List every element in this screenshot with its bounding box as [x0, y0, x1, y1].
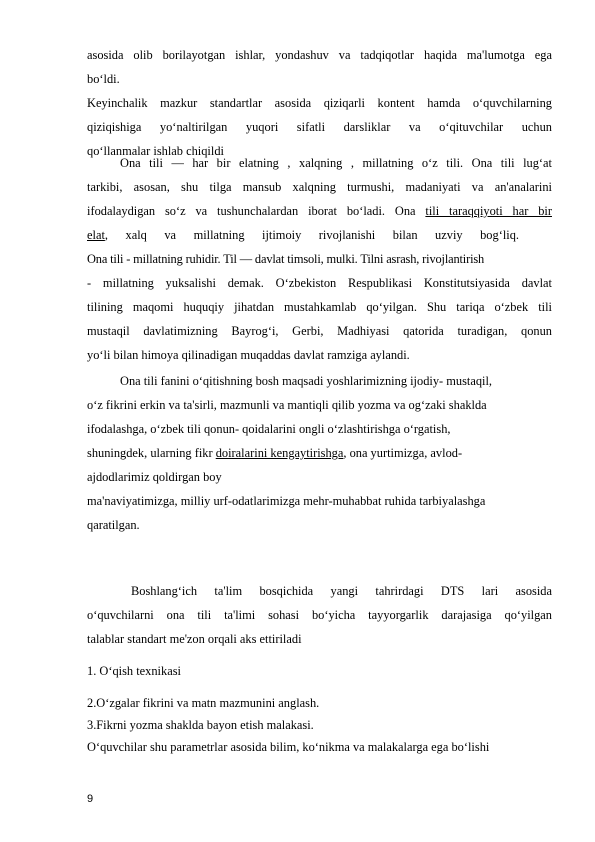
text-line [87, 228, 519, 252]
link-elat[interactable]: elat [87, 228, 105, 242]
text-line [87, 446, 552, 470]
text-line: qiziqishiga yo‘naltirilgan yuqori sifatli darsliklar va o‘qituvchilar uchun [87, 120, 552, 134]
text-span: shuningdek, ularning fikr [87, 446, 216, 460]
paragraph-primary-education [87, 584, 552, 656]
text-line: tarkibi, asosan, shu tilga mansub xalqning turmushi, madaniyati va an'analarini [87, 180, 552, 194]
paragraph-intro-continuation [87, 48, 552, 96]
text-line [87, 204, 552, 228]
page-number: 9 [87, 793, 94, 805]
list-item: 3.Fikrni yozma shaklda bayon etish malakasi. [87, 718, 314, 732]
paragraph-mother-tongue [87, 156, 552, 252]
paragraph-language-soul [87, 252, 552, 372]
text-line: talablar standart me'zon orqali aks ettiriladi [87, 632, 302, 646]
text-span: , ona yurtimizga, avlod- [343, 446, 463, 460]
text-line: asosida olib borilayotgan ishlar, yondashuv va tadqiqotlar haqida ma'lumotga ega [87, 48, 552, 62]
text-line: tilining maqomi huquqiy jihatdan mustahkamlab qo‘yilgan. Shu tariqa o‘zbek tili [87, 300, 552, 314]
text-line: Keyinchalik mazkur standartlar asosida qiziqarli kontent hamda o‘quvchilarning [87, 96, 552, 110]
text-line: o‘quvchilarni ona tili ta'limi sohasi bo‘yicha tayyorgarlik darajasiga qo‘yilgan [87, 608, 552, 622]
text-line: mustaqil davlatimizning Bayrog‘i, Gerbi, Madhiyasi qatorida turadigan, qonun [87, 324, 552, 338]
text-line: yo‘li bilan himoya qilinadigan muqaddas davlat ramziga aylandi. [87, 348, 410, 362]
text-line: ifodalashga, o‘zbek tili qonun- qoidalarini ongli o‘zlashtirishga o‘rgatish, [87, 422, 451, 436]
link-language-development[interactable]: tili taraqqiyoti har bir [425, 204, 552, 218]
requirements-list-continued [87, 696, 552, 762]
text-line: qaratilgan. [87, 518, 140, 532]
text-line: O‘quvchilar shu parametrlar asosida bilim, ko‘nikma va malakalarga ega bo‘lishi [87, 740, 490, 754]
text-line: Ona tili — har bir elatning , xalqning , millatning o‘z tili. Ona tili lug‘at [120, 156, 552, 170]
text-line: Boshlang‘ich ta'lim bosqichida yangi tahrirdagi DTS lari asosida [131, 584, 552, 598]
text-line: o‘z fikrini erkin va ta'sirli, mazmunli va mantiqli qilib yozma va og‘zaki shaklda [87, 398, 487, 412]
text-line: ajdodlarimiz qoldirgan boy [87, 470, 222, 484]
text-line: bo‘ldi. [87, 72, 120, 86]
text-line: Ona tili fanini o‘qitishning bosh maqsadi yoshlarimizning ijodiy- mustaqil, [120, 374, 493, 388]
text-line: qo‘llanmalar ishlab chiqildi [87, 144, 224, 158]
list-item: 2.O‘zgalar fikrini va matn mazmunini anglash. [87, 696, 320, 710]
paragraph-teaching-goal [87, 374, 552, 542]
link-broaden-views[interactable]: doiralarini kengaytirishga [215, 446, 344, 460]
text-line: - millatning yuksalishi demak. O‘zbekiston Respublikasi Konstitutsiyasida davlat [87, 276, 552, 290]
text-line: ma'naviyatimizga, milliy urf-odatlarimizga mehr-muhabbat ruhida tarbiyalashga [87, 494, 486, 508]
text-span: , xalq va millatning ijtimoiy rivojlanishi bilan uzviy bog‘liq. [104, 228, 519, 242]
requirements-list [87, 664, 552, 688]
text-line: Ona tili - millatning ruhidir. Til — davlat timsoli, mulki. Tilni asrash, rivojlantirish [87, 252, 485, 266]
list-item: 1. O‘qish texnikasi [87, 664, 181, 678]
text-span: ifodalaydigan so‘z va tushunchalardan iborat bo‘ladi. Ona [87, 204, 416, 218]
